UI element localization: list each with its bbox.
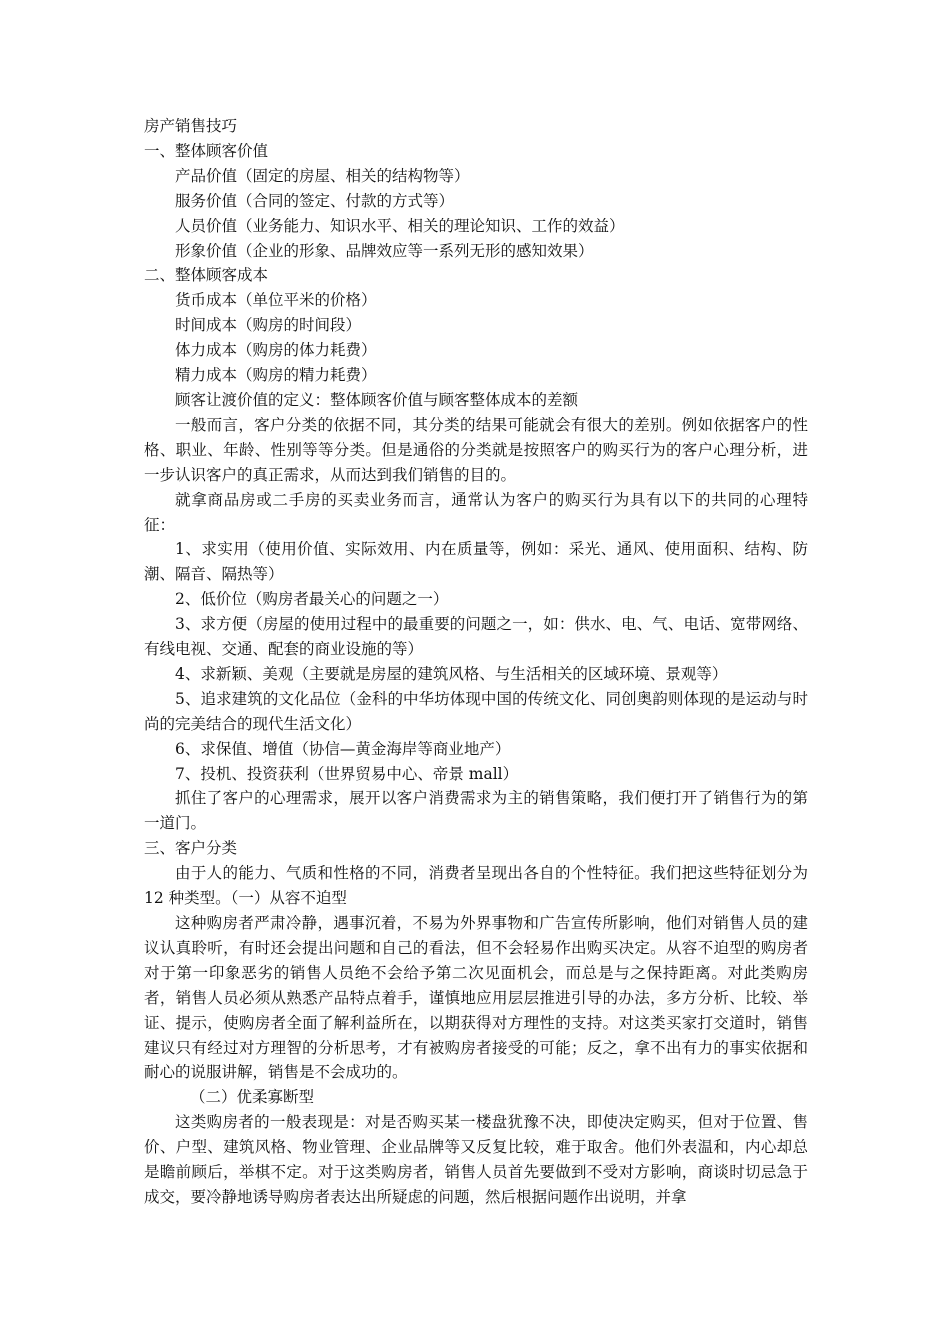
feature-item: 3、求方便（房屋的使用过程中的最重要的问题之一，如：供水、电、气、电话、宽带网络、有线电视、交通、配套的商业设施的等） xyxy=(144,615,808,659)
paragraph: 抓住了客户的心理需求，展开以客户消费需求为主的销售策略，我们便打开了销售行为的第一道门。 xyxy=(144,789,808,833)
document-title: 房产销售技巧 xyxy=(144,117,238,135)
subheading: （二）优柔寡断型 xyxy=(190,1088,315,1107)
feature-item: 5、追求建筑的文化品位（金科的中华坊体现中国的传统文化、同创奥韵则体现的是运动与时尚的完美结合的现代生活文化） xyxy=(144,689,808,733)
feature-item: 1、求实用（使用价值、实际效用、内在质量等，例如：采光、通风、使用面积、结构、防潮、隔音、隔热等） xyxy=(144,540,808,584)
list-item: 形象价值（企业的形象、品牌效应等一系列无形的感知效果） xyxy=(175,241,594,260)
feature-item: 7、投机、投资获利（世界贸易中心、帝景 mall） xyxy=(175,764,519,783)
section-heading-2: 二、整体顾客成本 xyxy=(144,266,269,285)
list-item: 人员价值（业务能力、知识水平、相关的理论知识、工作的效益） xyxy=(175,216,625,235)
list-item: 服务价值（合同的签定、付款的方式等） xyxy=(175,191,455,210)
feature-item: 2、低价位（购房者最关心的问题之一） xyxy=(175,590,449,609)
list-item: 货币成本（单位平米的价格） xyxy=(175,291,377,310)
list-item: 产品价值（固定的房屋、相关的结构物等） xyxy=(175,166,470,185)
list-item: 精力成本（购房的精力耗费） xyxy=(175,366,377,385)
feature-item: 4、求新颖、美观（主要就是房屋的建筑风格、与生活相关的区域环境、景观等） xyxy=(175,664,728,683)
definition-line: 顾客让渡价值的定义：整体顾客价值与顾客整体成本的差额 xyxy=(175,390,579,409)
list-item: 时间成本（购房的时间段） xyxy=(175,316,362,335)
paragraph: 就拿商品房或二手房的买卖业务而言，通常认为客户的购买行为具有以下的共同的心理特征： xyxy=(144,490,808,534)
document-page xyxy=(144,114,808,1210)
paragraph: 这类购房者的一般表现是：对是否购买某一楼盘犹豫不决，即使决定购买，但对于位置、售价、户型、建筑风格、物业管理、企业品牌等又反复比较，难于取舍。他们外表温和，内心却总是瞻前顾后，举棋不定。对于这类购房者，销售人员首先要做到不受对方影响，商谈时切忌急于成交，要冷静地诱导购房者表达出所疑虑的问题，然后根据问题作出说明，并拿 xyxy=(144,1113,808,1206)
paragraph: 这种购房者严肃冷静，遇事沉着，不易为外界事物和广告宣传所影响，他们对销售人员的建议认真聆听，有时还会提出问题和自己的看法，但不会轻易作出购买决定。从容不迫型的购房者对于第一印象恶劣的销售人员绝不会给予第二次见面机会，而总是与之保持距离。对此类购房者，销售人员必须从熟悉产品特点着手，谨慎地应用层层推进引导的办法，多方分析、比较、举证、提示，使购房者全面了解利益所在，以期获得对方理性的支持。对这类买家打交道时，销售建议只有经过对方理智的分析思考，才有被购房者接受的可能；反之，拿不出有力的事实依据和耐心的说服讲解，销售是不会成功的。 xyxy=(144,914,808,1082)
feature-item: 6、求保值、增值（协信—黄金海岸等商业地产） xyxy=(175,739,511,758)
paragraph: 由于人的能力、气质和性格的不同，消费者呈现出各自的个性特征。我们把这些特征划分为 12 种类型。（一）从容不迫型 xyxy=(144,864,808,908)
list-item: 体力成本（购房的体力耗费） xyxy=(175,341,377,360)
section-heading-3: 三、客户分类 xyxy=(144,839,238,858)
section-heading-1: 一、整体顾客价值 xyxy=(144,141,269,160)
paragraph: 一般而言，客户分类的依据不同，其分类的结果可能就会有很大的差别。例如依据客户的性格、职业、年龄、性别等等分类。但是通俗的分类就是按照客户的购买行为的客户心理分析，进一步认识客户的真正需求，从而达到我们销售的目的。 xyxy=(144,415,808,484)
